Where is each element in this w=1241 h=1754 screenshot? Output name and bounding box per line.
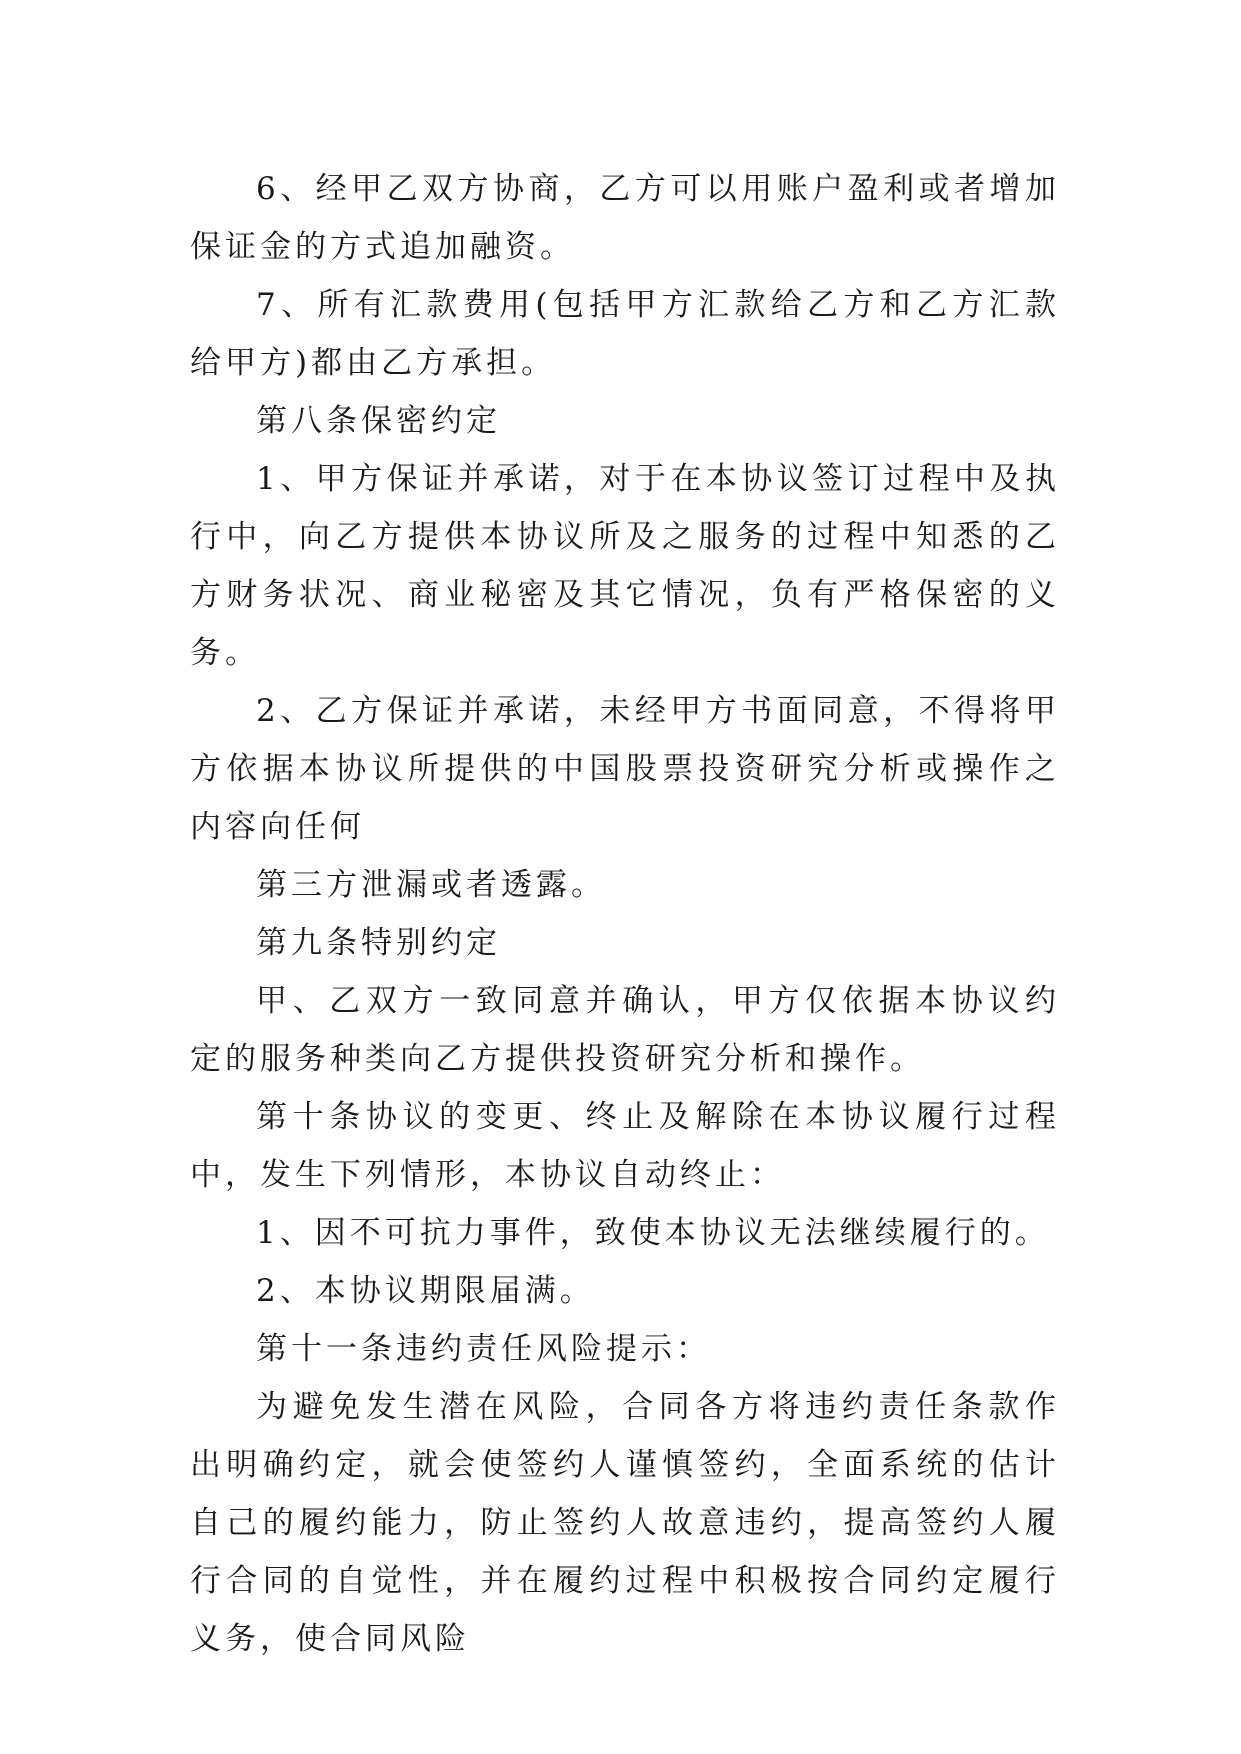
article-11-heading: 第十一条违约责任风险提示： xyxy=(256,1331,711,1367)
article-8-clause-2: 2、乙方保证并承诺，未经甲方书面同意，不得将甲方依据本协议所提供的中国股票投资研究分析或操作之内容向任何 xyxy=(190,693,1060,845)
article-10-clause-2: 2、本协议期限届满。 xyxy=(256,1273,595,1309)
article-8-clause-2-continued: 第三方泄漏或者透露。 xyxy=(256,867,606,903)
article-8-clause-1: 1、甲方保证并承诺，对于在本协议签订过程中及执行中，向乙方提供本协议所及之服务的过程中知悉的乙方财务状况、商业秘密及其它情况，负有严格保密的义务。 xyxy=(190,461,1060,671)
article-11-paragraph: 为避免发生潜在风险，合同各方将违约责任条款作出明确约定，就会使签约人谨慎签约，全面系统的估计自己的履约能力，防止签约人故意违约，提高签约人履行合同的自觉性，并在履约过程中积极按合同约定履行义务，使合同风险 xyxy=(190,1389,1060,1657)
clause-6-paragraph: 6、经甲乙双方协商，乙方可以用账户盈利或者增加保证金的方式追加融资。 xyxy=(190,171,1060,265)
clause-7-paragraph: 7、所有汇款费用(包括甲方汇款给乙方和乙方汇款给甲方)都由乙方承担。 xyxy=(190,287,1060,381)
article-9-heading: 第九条特别约定 xyxy=(256,925,501,961)
article-8-heading: 第八条保密约定 xyxy=(256,403,501,439)
article-9-paragraph: 甲、乙双方一致同意并确认，甲方仅依据本协议约定的服务种类向乙方提供投资研究分析和操作。 xyxy=(190,983,1060,1077)
article-10-paragraph: 第十条协议的变更、终止及解除在本协议履行过程中，发生下列情形，本协议自动终止： xyxy=(190,1099,1060,1193)
document-body xyxy=(190,160,1060,1668)
article-10-clause-1: 1、因不可抗力事件，致使本协议无法继续履行的。 xyxy=(256,1215,1050,1251)
